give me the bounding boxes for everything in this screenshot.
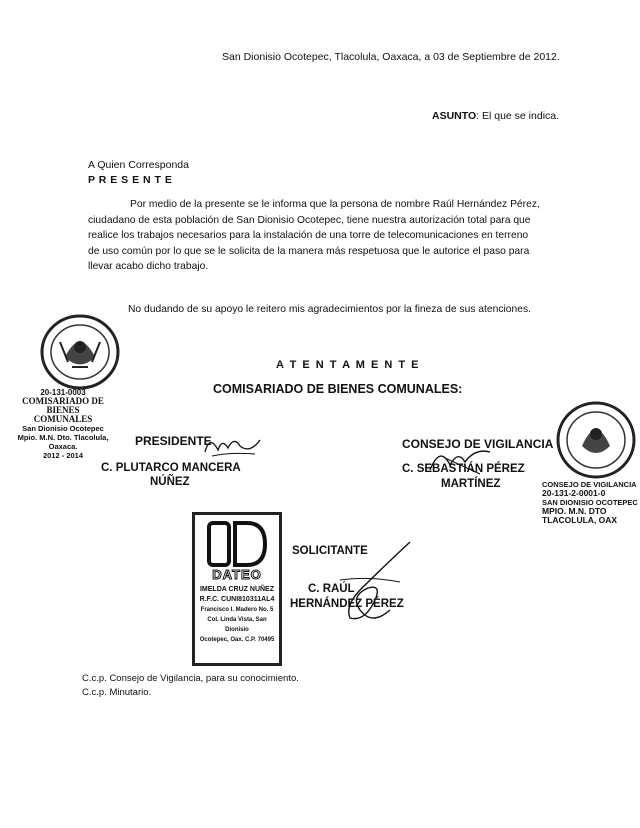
dateo-line: Col. Linda Vista, San Dionisio bbox=[207, 617, 267, 633]
council-name-1: C. SEBASTIÁN PÉREZ bbox=[402, 463, 525, 475]
atentamente: A T E N T A M E N T E bbox=[276, 359, 420, 371]
right-stamp-line: SAN DIONISIO OCOTEPEC bbox=[542, 498, 638, 507]
left-stamp-line: Mpio. M.N. Dto. Tlacolula, bbox=[17, 433, 109, 442]
body-line: ciudadano de esta población de San Dionisio Ocotepec, tiene nuestra autorización total para que bbox=[88, 214, 531, 226]
recipient-line-2: P R E S E N T E bbox=[88, 174, 173, 186]
applicant-name-2: HERNÁNDEZ PÉREZ bbox=[290, 598, 404, 610]
body-line: llevar acabo dicho trabajo. bbox=[88, 261, 209, 272]
body-line: realice los trabajos necesarios para la instalación de una torre de telecomunicaciones en terreno bbox=[88, 230, 529, 241]
recipient-line-1: A Quien Corresponda bbox=[88, 159, 189, 171]
right-stamp-line: CONSEJO DE VIGILANCIA bbox=[542, 480, 637, 489]
dateo-brand: DATEO bbox=[212, 567, 262, 582]
community-seal-right bbox=[548, 398, 640, 487]
subject-line bbox=[432, 108, 559, 124]
subject-label: ASUNTO bbox=[432, 110, 477, 122]
left-stamp-line: San Dionisio Ocotepec bbox=[22, 424, 104, 433]
left-stamp-line: Oaxaca. bbox=[48, 442, 78, 451]
left-stamp-line: 2012 - 2014 bbox=[42, 451, 84, 460]
right-stamp-line: 20-131-2-0001-0 bbox=[542, 488, 606, 498]
subject-value: : El que se indica. bbox=[476, 110, 560, 122]
body-paragraph-1 bbox=[88, 197, 588, 275]
left-stamp-line: COMISARIADO DE BIENES bbox=[22, 396, 104, 415]
body-paragraph-2: No dudando de su apoyo le reitero mis agradecimientos por la fineza de sus atenciones. bbox=[128, 304, 531, 315]
applicant-name-1: C. RAÚL bbox=[308, 583, 355, 595]
dateo-stamp bbox=[192, 512, 282, 666]
right-stamp-line: TLACOLULA, OAX bbox=[542, 515, 618, 525]
left-stamp-text bbox=[8, 388, 118, 460]
dateo-logo-icon bbox=[207, 521, 267, 567]
president-signature-icon bbox=[200, 432, 270, 462]
place-date: San Dionisio Ocotepec, Tlacolula, Oaxaca, a 03 de Septiembre de 2012. bbox=[222, 51, 560, 63]
dateo-line: Ocotepec, Oax. C.P. 70495 bbox=[199, 637, 275, 643]
president-name-2: NÚÑEZ bbox=[150, 476, 190, 488]
president-title: PRESIDENTE bbox=[135, 434, 212, 448]
dateo-line: Francisco I. Madero No. 5 bbox=[200, 607, 274, 613]
left-stamp-line: 20-131-0003 bbox=[40, 388, 86, 397]
ccp-line-2: C.c.p. Minutario. bbox=[82, 687, 152, 698]
organization-name: COMISARIADO DE BIENES COMUNALES: bbox=[213, 382, 463, 396]
dateo-line: IMELDA CRUZ NUÑEZ bbox=[199, 586, 274, 593]
council-name-2: MARTÍNEZ bbox=[441, 478, 501, 490]
seal-emblem-icon bbox=[548, 398, 640, 482]
ccp-line-1: C.c.p. Consejo de Vigilancia, para su conocimiento. bbox=[82, 673, 299, 684]
body-line: de uso común por lo que se le solicita de la manera más respetuosa que le autorice el paso para bbox=[88, 245, 530, 257]
dateo-line: R.F.C. CUNI810311AL4 bbox=[199, 596, 275, 603]
dateo-text bbox=[197, 585, 277, 645]
president-name-1: C. PLUTARCO MANCERA bbox=[101, 462, 241, 474]
community-seal-left bbox=[20, 312, 120, 397]
council-title: CONSEJO DE VIGILANCIA bbox=[402, 437, 554, 451]
right-stamp-text bbox=[542, 480, 640, 525]
body-line: Por medio de la presente se le informa que la persona de nombre Raúl Hernández Pérez, bbox=[130, 199, 540, 210]
applicant-title: SOLICITANTE bbox=[292, 545, 368, 557]
left-stamp-line: COMUNALES bbox=[33, 414, 93, 424]
seal-emblem-icon bbox=[20, 312, 120, 392]
right-stamp-line: MPIO. M.N. DTO bbox=[542, 506, 607, 516]
